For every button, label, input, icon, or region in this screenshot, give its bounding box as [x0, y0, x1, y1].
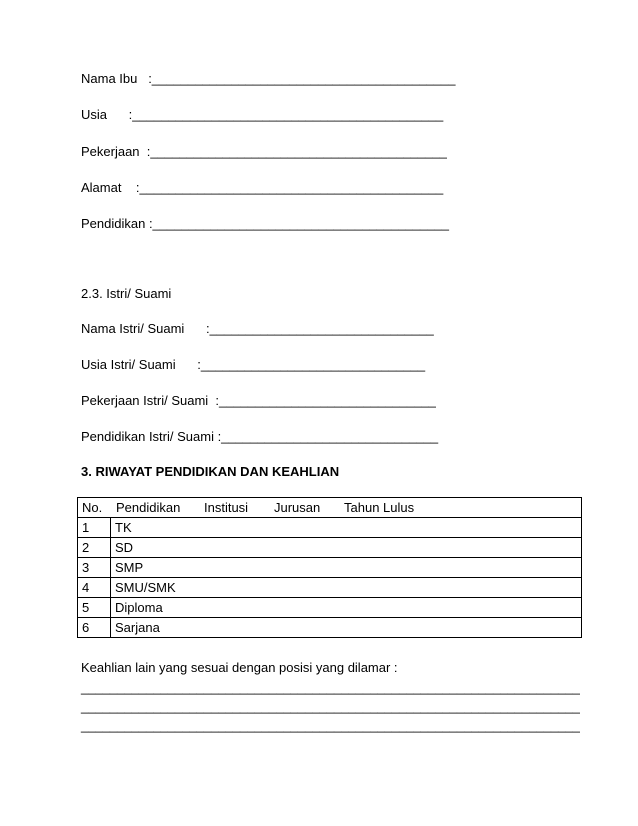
row-no: 6 — [78, 618, 111, 638]
table-row — [78, 518, 582, 538]
row-no: 3 — [78, 558, 111, 578]
mother-address-field: Alamat :__________________________________________ — [81, 180, 444, 195]
mother-occupation-field: Pekerjaan :_________________________________________ — [81, 144, 447, 159]
table-row — [78, 578, 582, 598]
header-institusi: Institusi — [204, 500, 249, 515]
header-tahun-lulus: Tahun Lulus — [344, 500, 415, 515]
mother-age-field: Usia :___________________________________________ — [81, 107, 444, 122]
row-no: 5 — [78, 598, 111, 618]
header-jurusan: Jurusan — [274, 500, 321, 515]
spouse-age-field: Usia Istri/ Suami :_______________________________ — [81, 357, 426, 372]
row-no: 2 — [78, 538, 111, 558]
row-no: 1 — [78, 518, 111, 538]
skills-line-2: _____________________________________________________________________ — [81, 699, 580, 714]
table-row — [78, 558, 582, 578]
spouse-education-field: Pendidikan Istri/ Suami :______________________________ — [81, 429, 439, 444]
skills-line-3: _____________________________________________________________________ — [81, 718, 580, 733]
mother-name-field: Nama Ibu :__________________________________________ — [81, 71, 456, 86]
education-section-heading: 3. RIWAYAT PENDIDIKAN DAN KEAHLIAN — [81, 464, 340, 479]
row-level: TK — [111, 518, 582, 538]
mother-education-field: Pendidikan :_________________________________________ — [81, 216, 449, 231]
header-no: No. — [82, 500, 103, 515]
row-level: SD — [111, 538, 582, 558]
row-level: SMP — [111, 558, 582, 578]
table-row — [78, 618, 582, 638]
row-level: Diploma — [111, 598, 582, 618]
spouse-heading: 2.3. Istri/ Suami — [81, 286, 172, 301]
skills-line-1: _____________________________________________________________________ — [81, 680, 580, 695]
header-pendidikan: Pendidikan — [116, 500, 181, 515]
spouse-name-field: Nama Istri/ Suami :_______________________________ — [81, 321, 434, 336]
row-level: SMU/SMK — [111, 578, 582, 598]
education-table — [77, 497, 582, 638]
skills-label: Keahlian lain yang sesuai dengan posisi yang dilamar : — [81, 660, 398, 675]
spouse-occupation-field: Pekerjaan Istri/ Suami :______________________________ — [81, 393, 436, 408]
table-row — [78, 598, 582, 618]
row-level: Sarjana — [111, 618, 582, 638]
row-no: 4 — [78, 578, 111, 598]
table-row — [78, 538, 582, 558]
table-header-row — [78, 498, 582, 518]
